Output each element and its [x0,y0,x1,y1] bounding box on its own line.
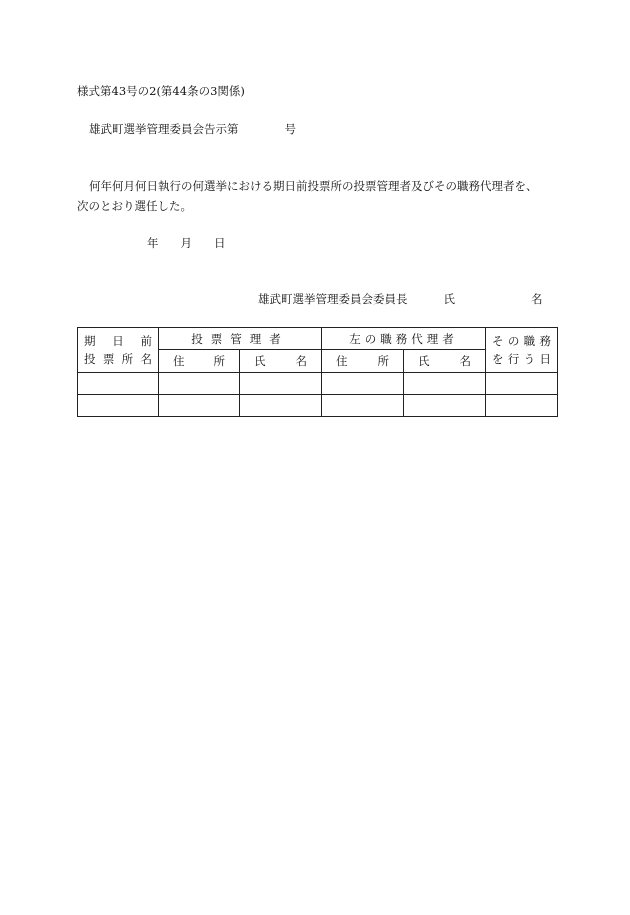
table-cell [240,373,322,395]
chairman-mei: 名 [531,292,543,306]
header-manager-address: 住 所 [159,350,240,373]
header-deputy-name: 氏 名 [404,350,486,373]
header-duty-date-line-1: その職務 [492,334,551,348]
chairman-title: 雄武町選挙管理委員会委員長 [258,292,408,306]
date-year: 年 [147,236,159,250]
notice-title-suffix: 号 [284,122,296,136]
header-deputy-address: 住 所 [322,350,404,373]
body-text-line-1: 何年何月何日執行の何選挙における期日前投票所の投票管理者及びその職務代理者を、 [89,179,538,193]
header-manager-name: 氏 名 [240,350,322,373]
form-number: 様式第43号の2(第44条の3関係) [77,84,245,98]
table-cell [404,373,486,395]
header-polling-place [78,328,159,373]
date-month: 月 [180,236,192,250]
header-deputy: 左の職務代理者 [322,328,486,350]
body-text-line-2: 次のとおり選任した。 [77,199,192,213]
date-day: 日 [214,236,226,250]
table-cell [486,373,558,395]
table-cell [404,395,486,417]
appointment-table [77,327,558,417]
table-cell [159,395,240,417]
table-cell [322,373,404,395]
table-cell [159,373,240,395]
chairman-signature [258,294,543,306]
notice-title [89,124,296,136]
header-polling-place-line-1: 期 日 前 [84,334,152,348]
header-polling-place-line-2: 投票所名 [84,352,152,366]
header-duty-date [486,328,558,373]
header-duty-date-line-2: を行う日 [492,352,551,366]
table-cell [78,373,159,395]
header-voting-manager: 投票管理者 [159,328,322,350]
date-line [147,238,226,250]
table-row [78,373,558,395]
notice-title-prefix: 雄武町選挙管理委員会告示第 [89,122,239,136]
chairman-shi: 氏 [443,292,455,306]
table-cell [240,395,322,417]
table-header-row-1 [78,328,558,350]
table-cell [486,395,558,417]
table-row [78,395,558,417]
table-cell [322,395,404,417]
table-cell [78,395,159,417]
